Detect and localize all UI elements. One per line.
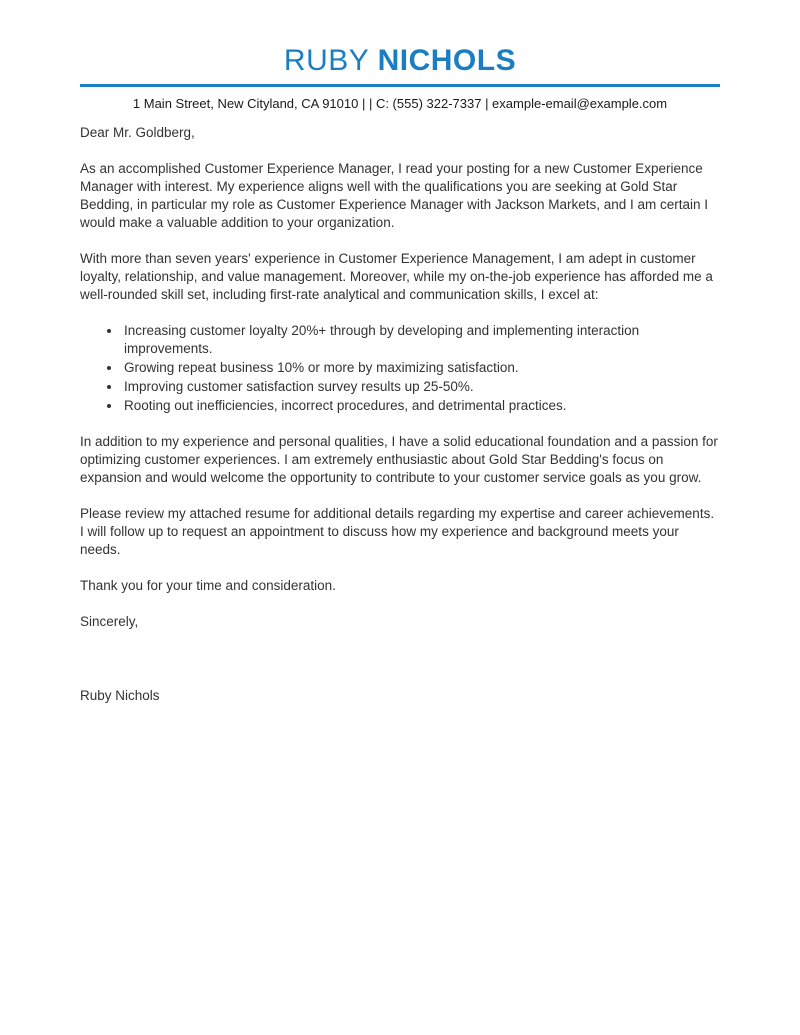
signature: Ruby Nichols — [80, 688, 160, 703]
paragraph-experience: With more than seven years' experience in Customer Experience Management, I am adept in customer loyalty, relationship, and value management. Moreover, while my on-the-job experience has afforded me a well-rounded skill set, including first-rate analytical and communication skills, I excel at: — [80, 251, 713, 302]
list-item: • Growing repeat business 10% or more by maximizing satisfaction. — [122, 359, 720, 377]
highlights-list — [80, 322, 720, 415]
list-item: • Increasing customer loyalty 20%+ through by developing and implementing interaction improvements. — [122, 322, 720, 358]
signoff: Sincerely, — [80, 614, 139, 629]
last-name: NICHOLS — [377, 44, 517, 77]
contact-line: 1 Main Street, New Cityland, CA 91010 | | C: (555) 322-7337 | example-email@example.com — [132, 96, 668, 111]
salutation: Dear Mr. Goldberg, — [80, 125, 195, 140]
paragraph-intro: As an accomplished Customer Experience Manager, I read your posting for a new Customer Experience Manager with interest. My experience aligns well with the qualifications you are seeking at Gold Star Bedding, in particular my role as Customer Experience Manager with Jackson Markets, and I am certain I would make a valuable addition to your organization. — [80, 161, 709, 230]
closing-thanks: Thank you for your time and consideration. — [80, 578, 336, 593]
header-divider — [80, 84, 720, 87]
first-name: RUBY — [283, 44, 369, 77]
letter-header — [80, 44, 720, 112]
list-item: • Improving customer satisfaction survey results up 25-50%. — [122, 378, 720, 396]
paragraph-education: In addition to my experience and personal qualities, I have a solid educational foundation and a passion for optimizing customer experiences. I am extremely enthusiastic about Gold Star Bedding's focus on expansion and would welcome the opportunity to contribute to your customer service goals as you grow. — [80, 434, 718, 485]
page-title — [80, 44, 720, 78]
list-item: • Rooting out inefficiencies, incorrect procedures, and detrimental practices. — [122, 397, 720, 415]
letter-body — [80, 124, 720, 705]
paragraph-followup: Please review my attached resume for additional details regarding my expertise and career achievements. I will follow up to request an appointment to discuss how my experience and background meets your needs. — [80, 506, 715, 557]
